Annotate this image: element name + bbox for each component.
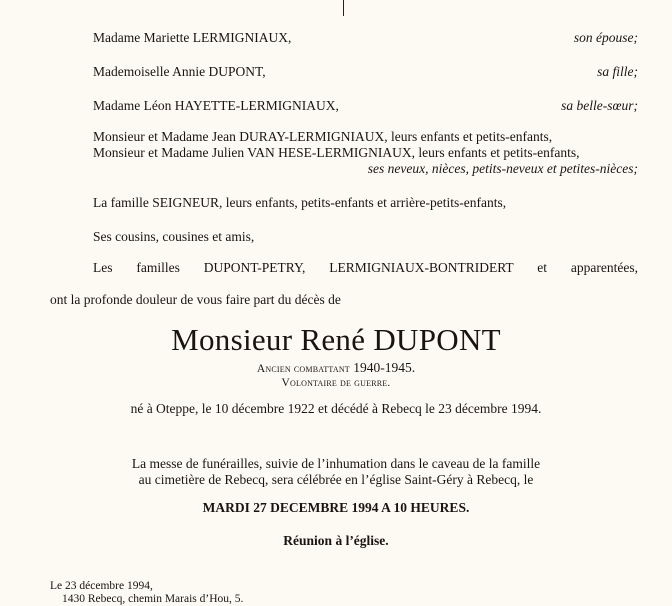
family-name: Madame Mariette LERMIGNIAUX, — [93, 30, 292, 45]
cousins-line: Ses cousins, cousines et amis, — [93, 229, 255, 244]
funeral-line-2: au cimetière de Rebecq, sera célébrée en l’église Saint-Géry à Rebecq, le — [138, 472, 534, 487]
funeral-line-1: La messe de funérailles, suivie de l’inhumation dans le caveau de la famille — [131, 456, 541, 471]
families-line: Les familles DUPONT-PETRY, LERMIGNIAUX-BONTRIDERT et apparentées, — [93, 260, 638, 275]
footer-date: Le 23 décembre 1994, — [50, 580, 153, 592]
deceased-title-2: Volontaire de guerre. — [281, 377, 391, 389]
nephew-line-1: Monsieur et Madame Jean DURAY-LERMIGNIAUX, leurs enfants et petits-enfants, — [93, 129, 553, 144]
family-role: sa belle-sœur; — [561, 98, 638, 113]
funeral-datetime: MARDI 27 DECEMBRE 1994 A 10 HEURES. — [202, 500, 470, 515]
family-name: Madame Léon HAYETTE-LERMIGNIAUX, — [93, 98, 339, 113]
reunion-line: Réunion à l’église. — [283, 533, 389, 548]
veteran-years: 1940-1945. — [353, 360, 416, 375]
announcement-line: ont la profonde douleur de vous faire part du décès de — [50, 292, 341, 307]
family-role: sa fille; — [597, 64, 638, 79]
nephew-line-2: Monsieur et Madame Julien VAN HESE-LERMIGNIAUX, leurs enfants et petits-enfants, — [93, 145, 580, 160]
deceased-name: Monsieur René DUPONT — [171, 322, 501, 357]
fold-mark — [343, 0, 344, 16]
footer-address: 1430 Rebecq, chemin Marais d’Hou, 5. — [62, 593, 244, 605]
nephew-role: ses neveux, nièces, petits-neveux et petites-nièces; — [367, 161, 638, 176]
veteran-title: Ancien combattant — [256, 363, 350, 375]
birth-death-dates: né à Oteppe, le 10 décembre 1922 et décédé à Rebecq le 23 décembre 1994. — [130, 401, 542, 416]
family-name: Mademoiselle Annie DUPONT, — [93, 64, 266, 79]
seigneur-family-line: La famille SEIGNEUR, leurs enfants, petits-enfants et arrière-petits-enfants, — [93, 195, 507, 210]
family-role: son épouse; — [573, 30, 638, 45]
